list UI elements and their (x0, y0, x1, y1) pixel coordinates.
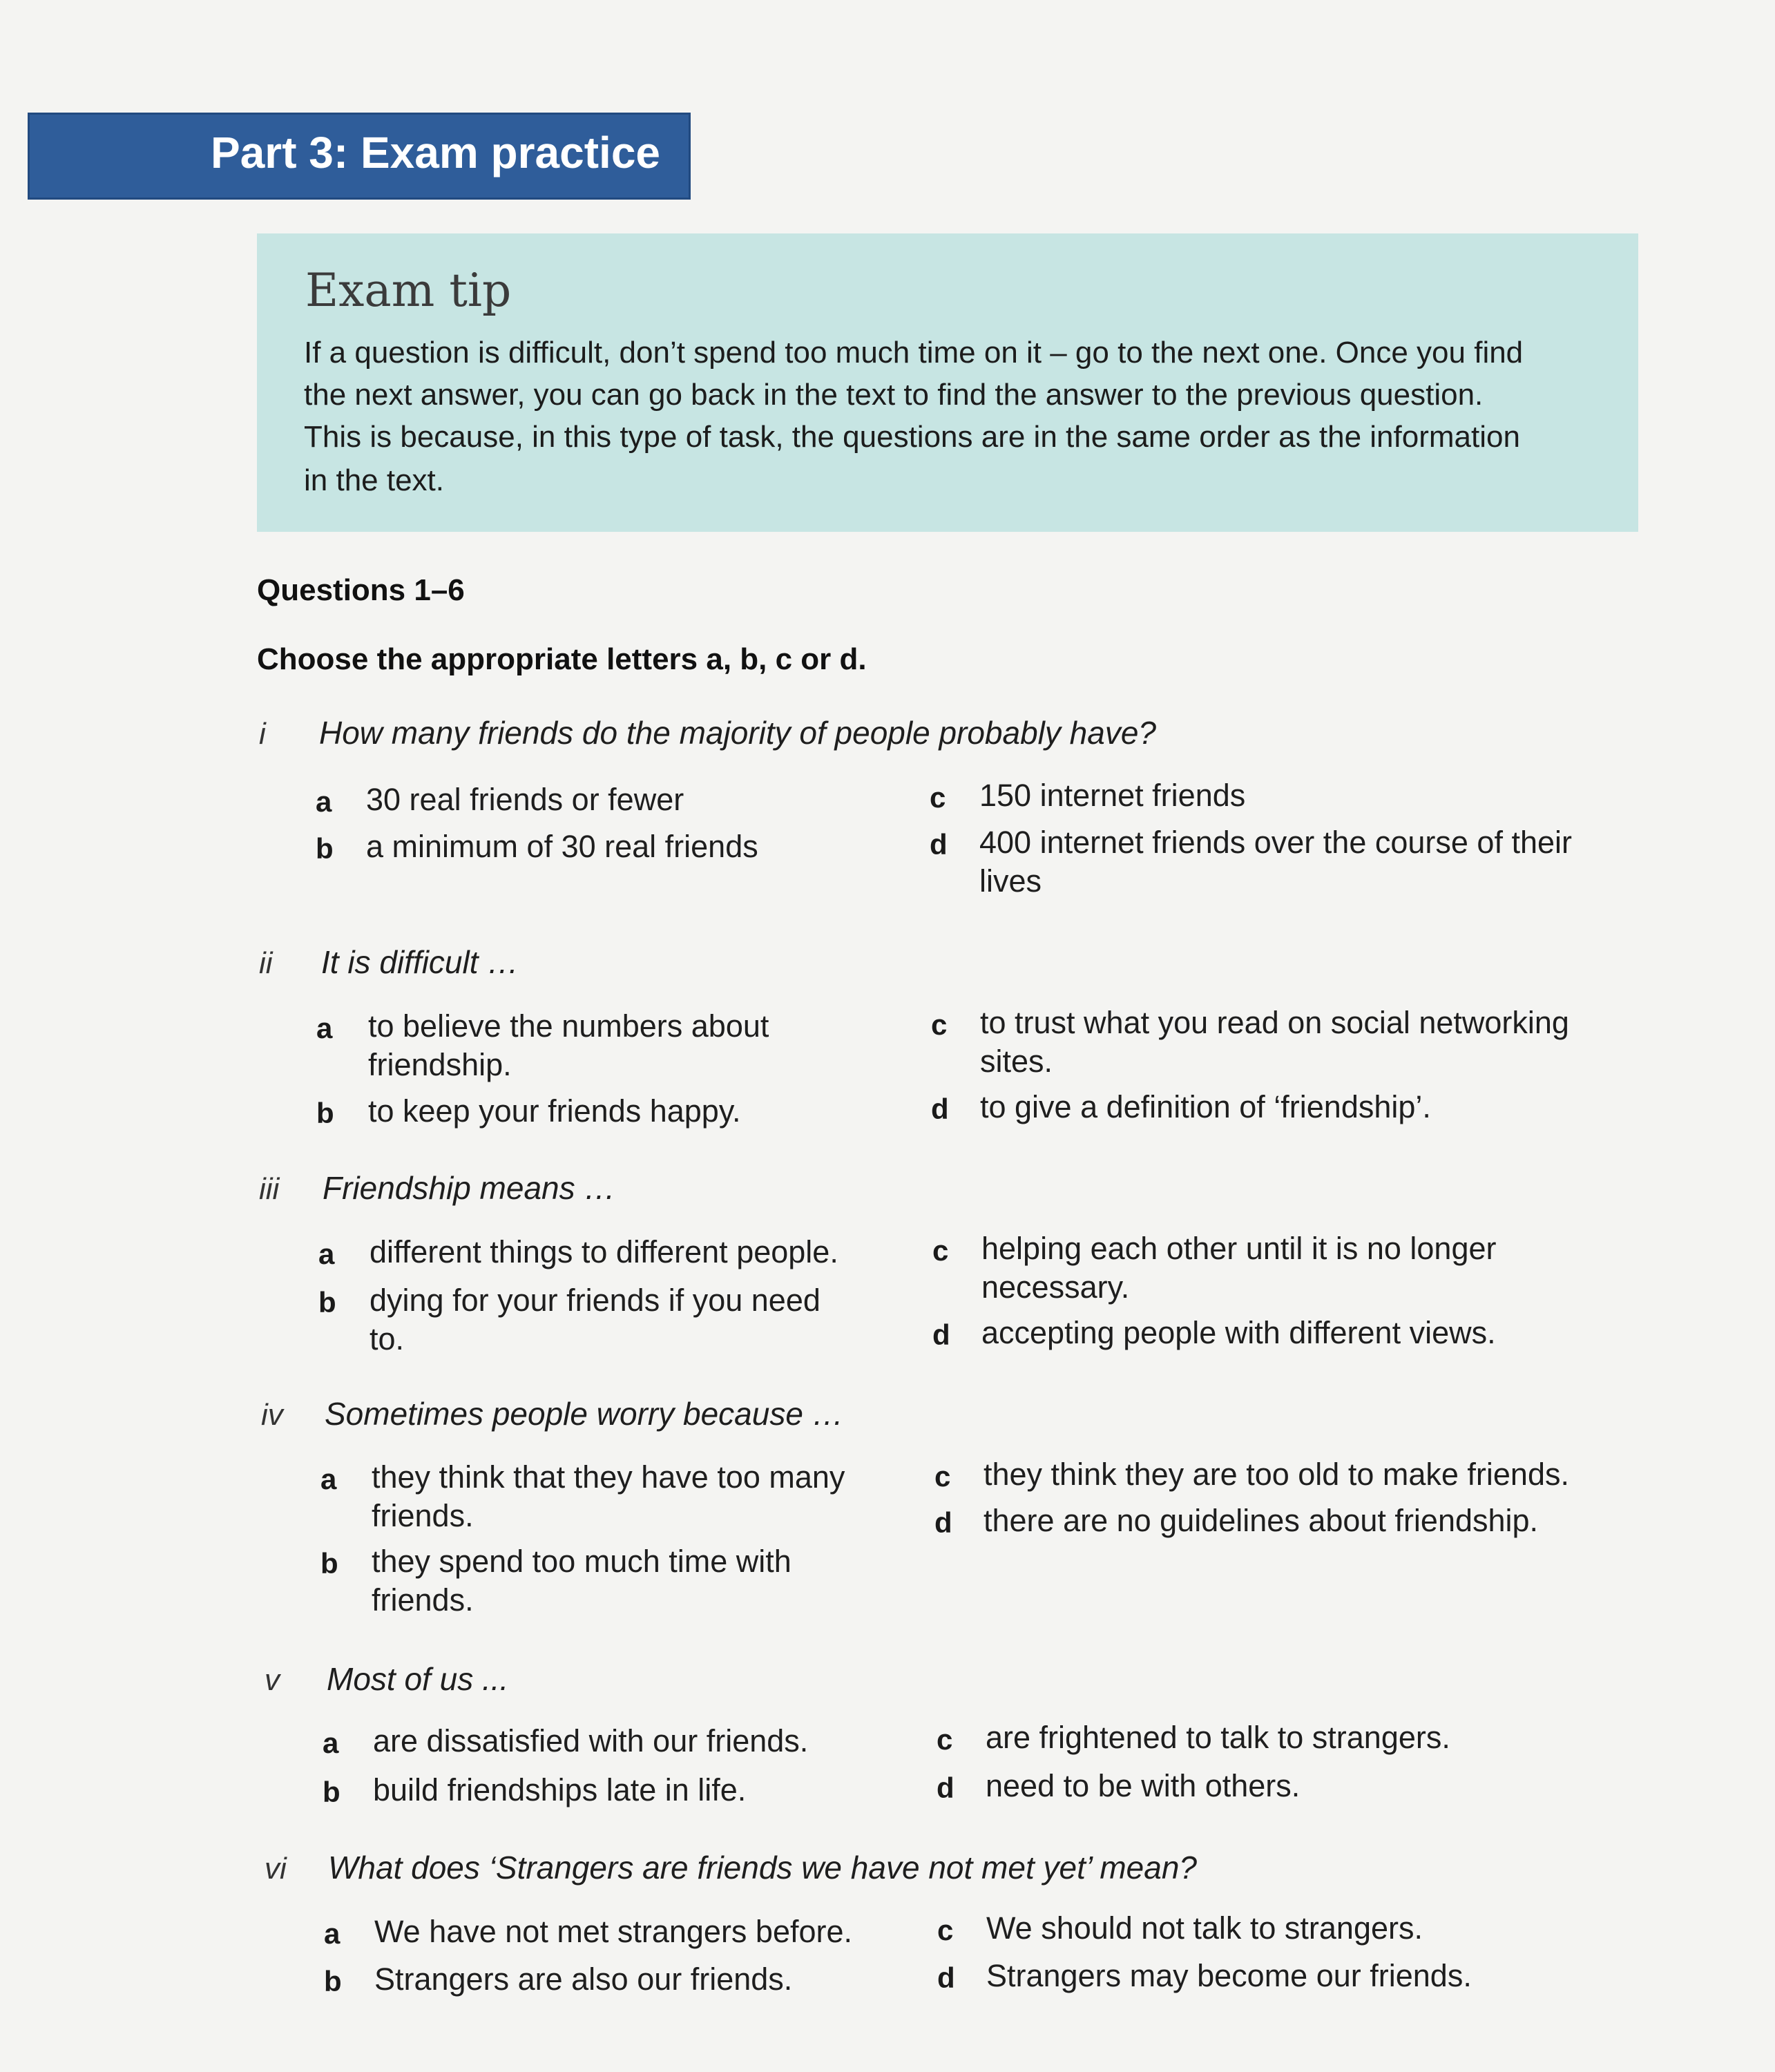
option-letter: c (931, 1008, 948, 1041)
option-text: accepting people with different views. (981, 1315, 1496, 1350)
option-letter: b (320, 1547, 338, 1580)
question-text: It is difficult … (321, 944, 519, 980)
option-letter: d (932, 1318, 950, 1351)
question-number: iv (261, 1398, 283, 1432)
exam-tip-line: This is because, in this type of task, the questions are in the same order as the information (304, 420, 1520, 454)
question-number: iii (259, 1172, 280, 1206)
question-text: What does ‘Strangers are friends we have not met yet’ mean? (328, 1850, 1197, 1886)
option-letter: c (932, 1234, 949, 1267)
option-text: 150 internet friends (979, 778, 1246, 813)
option-text: We have not met strangers before. (374, 1914, 853, 1949)
option-letter: a (320, 1463, 337, 1495)
option-text: are dissatisfied with our friends. (373, 1723, 809, 1758)
option-text: to. (370, 1321, 405, 1356)
option-text: they spend too much time with (372, 1544, 791, 1579)
question-number: v (265, 1663, 280, 1697)
option-text: Strangers are also our friends. (374, 1961, 793, 1997)
option-letter: a (316, 1012, 333, 1044)
option-text: We should not talk to strangers. (986, 1910, 1423, 1946)
option-letter: b (316, 1097, 334, 1129)
option-letter: d (937, 1772, 954, 1804)
option-letter: b (316, 832, 334, 865)
option-letter: b (324, 1965, 342, 1997)
exam-tip-line: the next answer, you can go back in the text to find the answer to the previous question. (304, 378, 1484, 412)
question-number: i (259, 717, 266, 751)
option-text: are frightened to talk to strangers. (986, 1720, 1450, 1755)
instructions: Choose the appropriate letters a, b, c or d. (257, 642, 867, 676)
option-letter: c (937, 1723, 953, 1756)
section-banner (28, 113, 691, 200)
option-letter: a (316, 785, 332, 818)
option-letter: a (324, 1917, 340, 1950)
option-letter: d (937, 1961, 955, 1994)
option-text: friendship. (368, 1047, 512, 1082)
question-text: Most of us ... (327, 1661, 509, 1697)
exam-tip-line: in the text. (304, 463, 445, 497)
option-text: Strangers may become our friends. (986, 1958, 1472, 1993)
option-text: friends. (372, 1582, 474, 1618)
question-text: Friendship means … (323, 1170, 616, 1206)
option-text: there are no guidelines about friendship. (984, 1503, 1539, 1538)
option-letter: a (323, 1727, 339, 1759)
option-text: helping each other until it is no longer (981, 1231, 1497, 1266)
option-letter: c (937, 1914, 954, 1946)
option-text: a minimum of 30 real friends (366, 829, 758, 864)
option-letter: a (318, 1238, 335, 1270)
question-text: How many friends do the majority of people probably have? (319, 715, 1157, 751)
option-text: lives (979, 863, 1042, 899)
option-text: sites. (980, 1044, 1053, 1079)
exam-tip-line: If a question is difficult, don’t spend too much time on it – go to the next one. Once you find (304, 336, 1524, 370)
option-letter: b (323, 1776, 340, 1808)
option-text: 30 real friends or fewer (366, 782, 684, 817)
exam-tip-box (257, 233, 1638, 532)
question-text: Sometimes people worry because … (325, 1396, 844, 1432)
option-text: to believe the numbers about (368, 1008, 769, 1044)
option-text: they think that they have too many (372, 1459, 845, 1495)
option-letter: d (931, 1093, 949, 1125)
section-title: Part 3: Exam practice (211, 128, 660, 178)
option-letter: d (930, 828, 948, 861)
option-letter: d (934, 1506, 952, 1539)
option-text: build friendships late in life. (373, 1772, 747, 1807)
option-text: 400 internet friends over the course of their (979, 825, 1572, 860)
question-number: vi (265, 1852, 287, 1886)
option-text: dying for your friends if you need (370, 1283, 821, 1318)
option-text: friends. (372, 1498, 474, 1533)
exam-tip-title: Exam tip (305, 264, 512, 317)
option-letter: c (930, 781, 946, 814)
option-letter: b (318, 1286, 336, 1318)
option-text: they think they are too old to make friends. (984, 1457, 1569, 1492)
option-text: to keep your friends happy. (368, 1093, 741, 1129)
option-text: to give a definition of ‘friendship’. (980, 1089, 1431, 1124)
option-text: need to be with others. (986, 1768, 1301, 1803)
option-letter: c (934, 1460, 951, 1493)
option-text: different things to different people. (370, 1234, 838, 1269)
questions-heading: Questions 1–6 (257, 573, 465, 607)
option-text: necessary. (981, 1269, 1130, 1305)
question-number: ii (259, 946, 273, 980)
option-text: to trust what you read on social networking (980, 1005, 1569, 1040)
